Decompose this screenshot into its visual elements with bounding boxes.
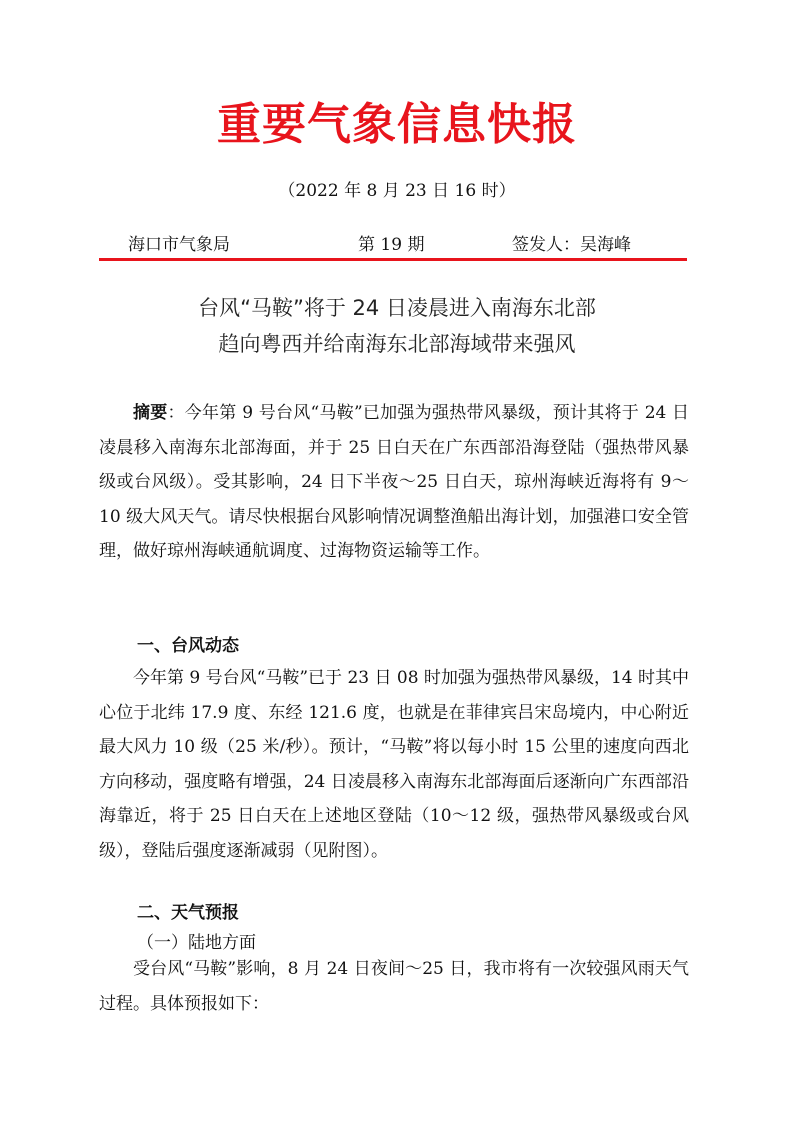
signer: 签发人：吴海峰: [512, 235, 631, 255]
abstract-text: ：今年第 9 号台风“马鞍”已加强为强热带风暴级，预计其将于 24 日凌晨移入南海东北部海面，并于 25 日白天在广东西部沿海登陆（强热带风暴级或台风级）。受其影响，24 日下半夜～25 日白天，琼州海峡近海将有 9～10 级大风天气。请尽快根据台风影响情况调整渔船出海计划，加强港口安全管理，做好琼州海峡通航调度、过海物资运输等工作。: [99, 403, 690, 561]
issue-number: 第 19 期: [358, 235, 425, 255]
abstract-lead: 摘要: [133, 403, 168, 423]
issue-date: （2022 年 8 月 23 日 16 时）: [278, 181, 516, 201]
section-heading-typhoon-movement: 一、台风动态: [137, 636, 239, 656]
bulletin-title: 重要气象信息快报: [217, 99, 577, 150]
headline-line-2: 趋向粤西并给南海东北部海域带来强风: [218, 332, 576, 356]
section-heading-weather-forecast: 二、天气预报: [137, 903, 239, 923]
headline: [0, 290, 794, 362]
land-forecast-paragraph: 受台风“马鞍”影响，8 月 24 日夜间～25 日，我市将有一次较强风雨天气过程。具体预报如下：: [99, 959, 689, 1014]
headline-line-1: 台风“马鞍”将于 24 日凌晨进入南海东北部: [198, 296, 596, 320]
issue-meta-row: [128, 230, 668, 256]
header-divider: [99, 258, 687, 261]
abstract-paragraph: [99, 396, 689, 569]
issuing-organization: 海口市气象局: [128, 235, 230, 255]
subsection-heading-land: （一）陆地方面: [137, 933, 256, 953]
typhoon-movement-paragraph: 今年第 9 号台风“马鞍”已于 23 日 08 时加强为强热带风暴级，14 时其中心位于北纬 17.9 度、东经 121.6 度，也就是在菲律宾吕宋岛境内，中心附近最大风力 10 级（25 米/秒）。预计，“马鞍”将以每小时 15 公里的速度向西北方向移动，强度略有增强，24 日凌晨移入南海东北部海面后逐渐向广东西部沿海靠近，将于 25 日白天在上述地区登陆（10～12 级，强热带风暴级或台风级），登陆后强度逐渐减弱（见附图）。: [99, 668, 689, 861]
